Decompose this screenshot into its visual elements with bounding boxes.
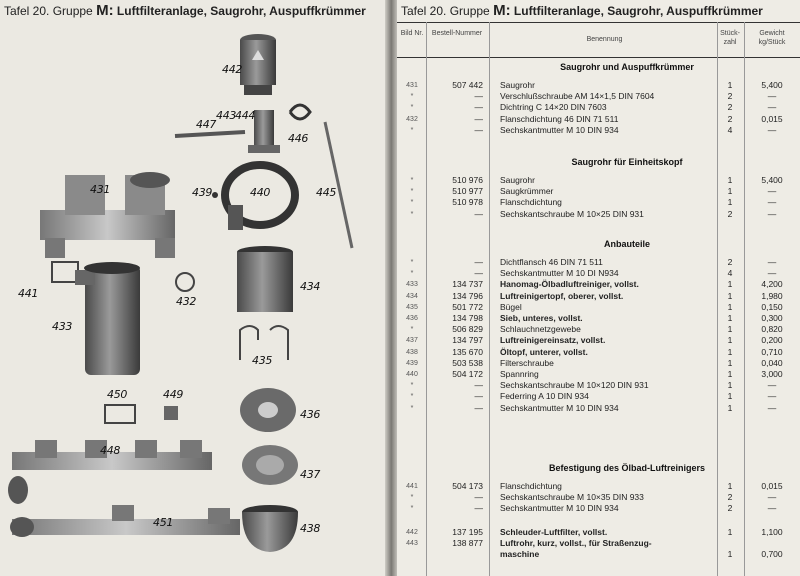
cell-benennung: Filterschraube bbox=[500, 357, 554, 368]
cell-stueckzahl: 1 bbox=[727, 197, 733, 208]
table-row bbox=[397, 313, 800, 324]
cell-gewicht: — bbox=[767, 503, 777, 514]
cell-stueckzahl: 2 bbox=[727, 503, 733, 514]
cell-stueckzahl: 2 bbox=[727, 102, 733, 113]
cell-stueckzahl: 1 bbox=[727, 357, 733, 368]
table-row bbox=[397, 291, 800, 302]
cell-gewicht: — bbox=[767, 402, 777, 413]
cell-gewicht: 0,150 bbox=[761, 301, 783, 312]
cell-bild: * bbox=[410, 382, 414, 390]
cell-stueckzahl: 1 bbox=[727, 380, 733, 391]
header-prefix: Tafel 20. Gruppe bbox=[4, 4, 93, 18]
table-row bbox=[397, 527, 800, 538]
part-442-image bbox=[240, 34, 276, 95]
cell-gewicht: — bbox=[767, 380, 777, 391]
table-row bbox=[397, 197, 800, 208]
label-435: 435 bbox=[252, 354, 273, 367]
cell-gewicht: 1,100 bbox=[761, 527, 783, 537]
cell-bild: 439 bbox=[406, 359, 418, 367]
cell-bestellnummer: 510 978 bbox=[452, 197, 483, 208]
cell-bestellnummer: — bbox=[474, 102, 483, 113]
cell-gewicht: — bbox=[767, 391, 777, 402]
cell-stueckzahl: 1 bbox=[727, 402, 733, 413]
label-448: 448 bbox=[100, 444, 121, 457]
cell-bestellnummer: 134 796 bbox=[452, 290, 483, 301]
section-title: Saugrohr und Auspuffkrümmer bbox=[560, 62, 694, 72]
part-432-image bbox=[176, 273, 194, 291]
header-title: Luftfilteranlage, Saugrohr, Auspuffkrümmer bbox=[513, 4, 763, 18]
cell-bild: 433 bbox=[406, 281, 418, 289]
table-row bbox=[397, 268, 800, 279]
cell-gewicht: — bbox=[767, 124, 777, 135]
cell-bestellnummer: 510 977 bbox=[452, 186, 483, 197]
cell-benennung: Saugrohr bbox=[500, 175, 535, 185]
part-441-image bbox=[52, 262, 78, 282]
header-group: M: bbox=[493, 2, 511, 19]
cell-stueckzahl: 2 bbox=[727, 91, 733, 102]
cell-bild: 441 bbox=[406, 483, 418, 490]
cell-bild: 437 bbox=[406, 337, 418, 345]
cell-gewicht: 0,710 bbox=[761, 346, 783, 357]
cell-benennung: Sechskantschraube M 10×35 DIN 933 bbox=[500, 492, 644, 503]
table-row bbox=[397, 114, 800, 125]
cell-benennung: Federring A 10 DIN 934 bbox=[500, 391, 589, 402]
table-row bbox=[397, 186, 800, 197]
cell-stueckzahl: 1 bbox=[727, 527, 733, 537]
cell-bestellnummer: — bbox=[474, 91, 483, 102]
cell-bild: * bbox=[410, 494, 414, 502]
table-row bbox=[397, 102, 800, 113]
part-447-image bbox=[175, 132, 245, 136]
left-page bbox=[0, 0, 388, 576]
cell-stueckzahl: 4 bbox=[727, 124, 733, 135]
cell-benennung: maschine bbox=[500, 549, 540, 560]
table-row bbox=[397, 369, 800, 380]
col-benennung: Benennung bbox=[586, 36, 623, 43]
label-446: 446 bbox=[288, 132, 309, 145]
cell-benennung: Sechskantschraube M 10×120 DIN 931 bbox=[500, 380, 649, 391]
cell-stueckzahl: 1 bbox=[727, 335, 733, 346]
col-bestellnummer: Bestell-Nummer bbox=[431, 30, 483, 37]
header-title: Luftfilteranlage, Saugrohr, Auspuffkrümmer bbox=[116, 4, 366, 18]
label-449: 449 bbox=[163, 388, 184, 401]
part-451-image bbox=[10, 505, 240, 537]
cell-benennung: Luftrohr, kurz, vollst., für Straßenzug- bbox=[500, 538, 652, 549]
table-row bbox=[397, 125, 800, 136]
cell-gewicht: 1,980 bbox=[761, 290, 783, 301]
label-451: 451 bbox=[153, 516, 174, 529]
table-row bbox=[397, 358, 800, 369]
label-439: 439 bbox=[192, 186, 213, 199]
cell-gewicht: 4,200 bbox=[761, 279, 783, 290]
cell-bestellnummer: 135 670 bbox=[452, 346, 483, 357]
cell-gewicht: — bbox=[767, 102, 777, 113]
cell-bestellnummer: 134 737 bbox=[452, 279, 483, 290]
col-gewicht: Gewicht kg/Stück bbox=[758, 30, 786, 46]
cell-bild: 432 bbox=[406, 115, 418, 123]
cell-gewicht: 5,400 bbox=[761, 80, 783, 90]
col-bild: Bild Nr. bbox=[400, 30, 424, 37]
cell-benennung: Luftreinigertopf, oberer, vollst. bbox=[500, 290, 624, 301]
parts-illustration bbox=[0, 0, 388, 576]
cell-bestellnummer: — bbox=[474, 257, 483, 267]
cell-benennung: Öltopf, unterer, vollst. bbox=[500, 346, 588, 357]
cell-gewicht: 0,015 bbox=[761, 481, 783, 491]
cell-benennung: Hanomag-Ölbadluftreiniger, vollst. bbox=[500, 279, 639, 290]
cell-benennung: Sechskantmutter M 10 DIN 934 bbox=[500, 124, 619, 135]
cell-bild: * bbox=[410, 210, 414, 218]
header-prefix: Tafel 20. Gruppe bbox=[401, 4, 490, 18]
cell-gewicht: 0,700 bbox=[761, 549, 783, 560]
label-441: 441 bbox=[18, 287, 39, 300]
cell-benennung: Verschlußschraube AM 14×1,5 DIN 7604 bbox=[500, 91, 655, 102]
table-row bbox=[397, 209, 800, 220]
cell-benennung: Schleuder-Luftfilter, vollst. bbox=[500, 527, 608, 537]
cell-bild: 434 bbox=[406, 292, 418, 300]
table-row bbox=[397, 302, 800, 313]
cell-bild: * bbox=[410, 326, 414, 334]
cell-bestellnummer: 137 195 bbox=[452, 527, 483, 537]
cell-stueckzahl: 1 bbox=[727, 279, 733, 290]
cell-bild: * bbox=[410, 404, 414, 412]
cell-benennung: Dichtring C 14×20 DIN 7603 bbox=[500, 102, 607, 113]
part-439-image bbox=[212, 192, 218, 198]
cell-bild: * bbox=[410, 126, 414, 134]
cell-bild: 436 bbox=[406, 315, 418, 322]
cell-gewicht: — bbox=[767, 492, 777, 503]
cell-bild: 431 bbox=[406, 82, 418, 89]
cell-bestellnummer: 506 829 bbox=[452, 324, 483, 335]
cell-gewicht: 0,040 bbox=[761, 357, 783, 368]
cell-gewicht: 0,015 bbox=[761, 113, 783, 124]
cell-benennung: Schlauchnetzgewebe bbox=[500, 324, 581, 335]
table-row bbox=[397, 175, 800, 186]
cell-gewicht: — bbox=[767, 268, 777, 279]
parts-table bbox=[397, 22, 800, 58]
cell-stueckzahl: 1 bbox=[727, 290, 733, 301]
part-437-image bbox=[242, 445, 298, 485]
section-title: Saugrohr für Einheitskopf bbox=[571, 157, 683, 167]
table-row bbox=[397, 391, 800, 402]
cell-stueckzahl: 1 bbox=[727, 301, 733, 312]
cell-gewicht: — bbox=[767, 91, 777, 102]
cell-stueckzahl: 1 bbox=[727, 186, 733, 197]
table-row bbox=[397, 91, 800, 102]
cell-bestellnummer: — bbox=[474, 492, 483, 503]
cell-bild: 440 bbox=[406, 371, 418, 378]
label-437: 437 bbox=[300, 468, 321, 481]
cell-stueckzahl: 2 bbox=[727, 257, 733, 267]
cell-bestellnummer: — bbox=[474, 380, 483, 391]
cell-bild: 435 bbox=[406, 303, 418, 311]
cell-bestellnummer: — bbox=[474, 124, 483, 135]
cell-bild: * bbox=[410, 199, 414, 207]
cell-bild: * bbox=[410, 188, 414, 196]
cell-benennung: Sechskantmutter M 10 DIN 934 bbox=[500, 402, 619, 413]
cell-bild: * bbox=[410, 104, 414, 112]
cell-stueckzahl: 1 bbox=[727, 80, 733, 90]
cell-bild: 438 bbox=[406, 348, 418, 356]
label-431: 431 bbox=[90, 183, 111, 196]
part-433-image bbox=[75, 262, 140, 375]
label-444: 444 bbox=[235, 109, 256, 122]
table-row bbox=[397, 492, 800, 503]
right-page-header bbox=[401, 2, 763, 19]
part-445-image bbox=[325, 122, 352, 248]
table-row bbox=[397, 503, 800, 514]
cell-benennung: Saugrohr bbox=[500, 80, 535, 90]
cell-bestellnummer: — bbox=[474, 268, 483, 279]
cell-benennung: Flanschdichtung 46 DIN 71 511 bbox=[500, 113, 619, 124]
label-447: 447 bbox=[196, 118, 217, 131]
cell-bild: * bbox=[410, 177, 414, 184]
label-443: 443 bbox=[216, 109, 237, 122]
table-row bbox=[397, 257, 800, 268]
col-stueckzahl: Stück-zahl bbox=[720, 30, 740, 46]
cell-bild: * bbox=[410, 93, 414, 101]
table-row bbox=[397, 538, 800, 549]
table-row bbox=[397, 549, 800, 560]
cell-bestellnummer: — bbox=[474, 402, 483, 413]
cell-bestellnummer: 507 442 bbox=[452, 80, 483, 90]
cell-gewicht: 3,000 bbox=[761, 369, 783, 379]
cell-gewicht: — bbox=[767, 257, 777, 267]
cell-bestellnummer: 504 173 bbox=[452, 481, 483, 491]
table-row bbox=[397, 324, 800, 335]
cell-benennung: Flanschdichtung bbox=[500, 197, 562, 208]
cell-bestellnummer: 503 538 bbox=[452, 357, 483, 368]
cell-stueckzahl: 2 bbox=[727, 113, 733, 124]
cell-benennung: Sechskantmutter M 10 DIN 934 bbox=[500, 503, 619, 514]
cell-bild: * bbox=[410, 270, 414, 278]
part-436-image bbox=[240, 388, 296, 432]
section-title: Anbauteile bbox=[603, 239, 650, 249]
part-450-image bbox=[105, 405, 135, 423]
cell-gewicht: 0,200 bbox=[761, 335, 783, 346]
header-group: M: bbox=[96, 2, 114, 19]
cell-stueckzahl: 1 bbox=[727, 391, 733, 402]
cell-benennung: Spannring bbox=[500, 369, 539, 379]
label-445: 445 bbox=[316, 186, 337, 199]
cell-bild: * bbox=[410, 259, 414, 266]
table-row bbox=[397, 335, 800, 346]
cell-bestellnummer: 134 798 bbox=[452, 313, 483, 323]
cell-stueckzahl: 1 bbox=[727, 324, 733, 335]
cell-bestellnummer: — bbox=[474, 208, 483, 219]
table-row bbox=[397, 380, 800, 391]
cell-benennung: Bügel bbox=[500, 301, 522, 312]
cell-benennung: Sechskantschraube M 10×25 DIN 931 bbox=[500, 208, 644, 219]
label-442: 442 bbox=[222, 63, 243, 76]
section-title: Befestigung des Ölbad-Luftreinigers bbox=[548, 463, 705, 473]
cell-benennung: Saugkrümmer bbox=[500, 186, 554, 197]
cell-stueckzahl: 2 bbox=[727, 208, 733, 219]
table-row bbox=[397, 403, 800, 414]
cell-bestellnummer: 138 877 bbox=[452, 538, 483, 549]
cell-gewicht: 0,300 bbox=[761, 313, 783, 323]
cell-stueckzahl: 1 bbox=[727, 313, 733, 323]
table-row bbox=[397, 481, 800, 492]
table-row bbox=[397, 80, 800, 91]
cell-bestellnummer: — bbox=[474, 113, 483, 124]
cell-bestellnummer: — bbox=[474, 503, 483, 514]
cell-bild: * bbox=[410, 393, 414, 401]
cell-bestellnummer: 504 172 bbox=[452, 369, 483, 379]
cell-bestellnummer: 134 797 bbox=[452, 335, 483, 346]
label-450: 450 bbox=[107, 388, 128, 401]
cell-stueckzahl: 1 bbox=[727, 481, 733, 491]
cell-gewicht: 0,820 bbox=[761, 324, 783, 335]
cell-benennung: Sieb, unteres, vollst. bbox=[500, 313, 583, 323]
table-row bbox=[397, 279, 800, 290]
cell-stueckzahl: 1 bbox=[727, 369, 733, 379]
cell-benennung: Flanschdichtung bbox=[500, 481, 562, 491]
cell-stueckzahl: 1 bbox=[727, 549, 733, 560]
cell-stueckzahl: 1 bbox=[727, 346, 733, 357]
label-434: 434 bbox=[300, 280, 321, 293]
cell-bild: * bbox=[410, 505, 414, 513]
cell-bestellnummer: 510 976 bbox=[452, 175, 483, 185]
cell-benennung: Luftreinigereinsatz, vollst. bbox=[500, 335, 606, 346]
cell-bestellnummer: 501 772 bbox=[452, 301, 483, 312]
right-page bbox=[397, 0, 800, 576]
cell-bestellnummer: — bbox=[474, 391, 483, 402]
cell-stueckzahl: 4 bbox=[727, 268, 733, 279]
cell-gewicht: 5,400 bbox=[761, 175, 783, 185]
cell-gewicht: — bbox=[767, 186, 777, 197]
label-433: 433 bbox=[52, 320, 73, 333]
table-header bbox=[397, 23, 800, 58]
label-436: 436 bbox=[300, 408, 321, 421]
cell-benennung: Dichtflansch 46 DIN 71 511 bbox=[500, 257, 603, 267]
part-434-image bbox=[237, 246, 293, 312]
part-446-image bbox=[290, 105, 310, 119]
table-row bbox=[397, 347, 800, 358]
label-440: 440 bbox=[250, 186, 271, 199]
part-449-image bbox=[164, 406, 178, 420]
label-438: 438 bbox=[300, 522, 321, 535]
cell-benennung: Sechskantmutter M 10 DI N934 bbox=[500, 268, 619, 279]
cell-bild: 443 bbox=[406, 540, 418, 548]
part-438-image bbox=[242, 505, 298, 552]
cell-gewicht: — bbox=[767, 208, 777, 219]
cell-stueckzahl: 1 bbox=[727, 175, 733, 185]
cell-bild: 442 bbox=[406, 529, 418, 536]
cell-gewicht: — bbox=[767, 197, 777, 208]
label-432: 432 bbox=[176, 295, 197, 308]
cell-stueckzahl: 2 bbox=[727, 492, 733, 503]
